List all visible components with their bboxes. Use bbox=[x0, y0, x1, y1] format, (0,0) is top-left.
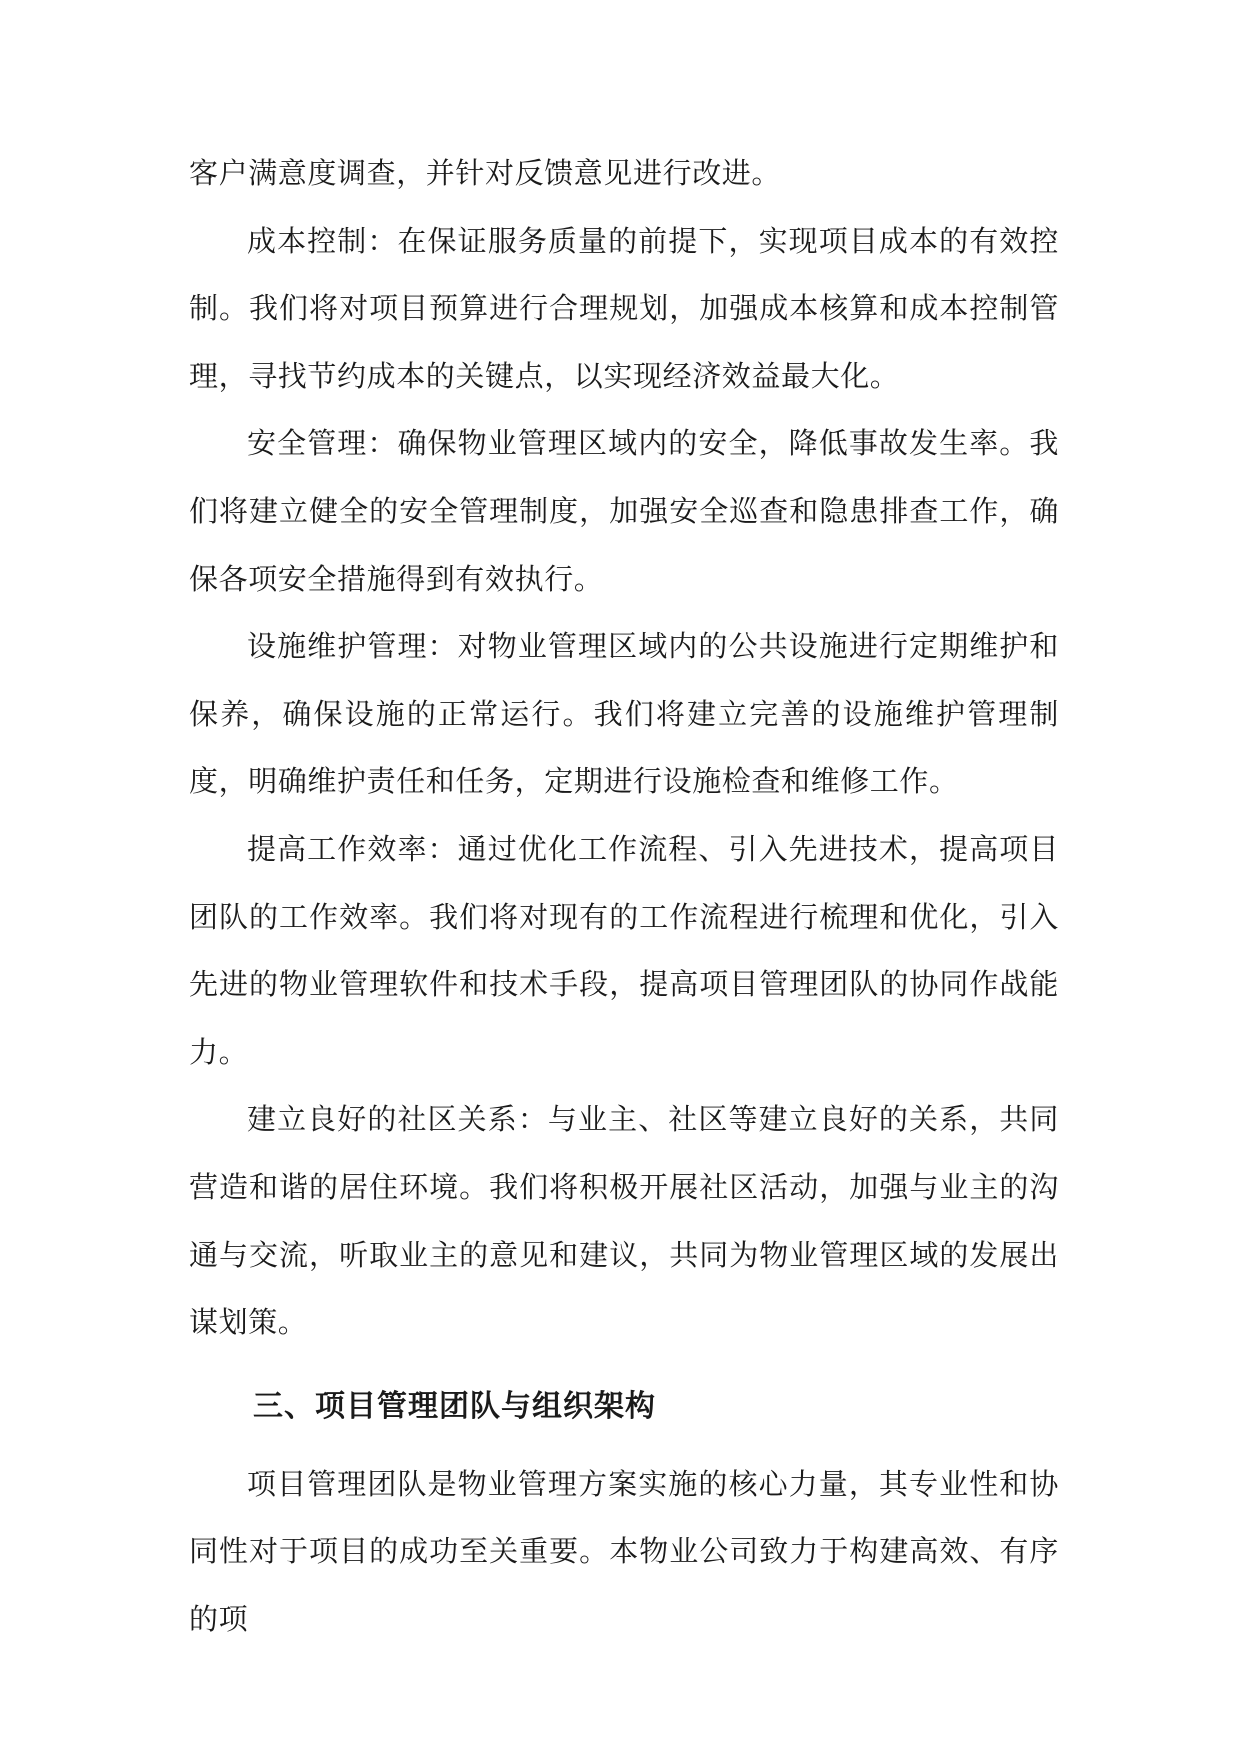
paragraph-cost-control: 成本控制：在保证服务质量的前提下，实现项目成本的有效控制。我们将对项目预算进行合理规划，加强成本核算和成本控制管理，寻找节约成本的关键点，以实现经济效益最大化。 bbox=[189, 223, 1059, 393]
section-heading: 三、项目管理团队与组织架构 bbox=[253, 1388, 656, 1424]
paragraph-safety-management: 安全管理：确保物业管理区域内的安全，降低事故发生率。我们将建立健全的安全管理制度，加强安全巡查和隐患排查工作，确保各项安全措施得到有效执行。 bbox=[189, 426, 1059, 596]
paragraph-facility-maintenance: 设施维护管理：对物业管理区域内的公共设施进行定期维护和保养，确保设施的正常运行。我们将建立完善的设施维护管理制度，明确维护责任和任务，定期进行设施检查和维修工作。 bbox=[189, 629, 1059, 799]
paragraph-continuation: 客户满意度调查，并针对反馈意见进行改进。 bbox=[189, 156, 782, 190]
paragraph-work-efficiency: 提高工作效率：通过优化工作流程、引入先进技术，提高项目团队的工作效率。我们将对现有的工作流程进行梳理和优化，引入先进的物业管理软件和技术手段，提高项目管理团队的协同作战能力。 bbox=[189, 831, 1059, 1069]
paragraph-community-relations: 建立良好的社区关系：与业主、社区等建立良好的关系，共同营造和谐的居住环境。我们将积极开展社区活动，加强与业主的沟通与交流，听取业主的意见和建议，共同为物业管理区域的发展出谋划策。 bbox=[189, 1102, 1059, 1340]
document-body bbox=[189, 140, 1059, 1653]
paragraph-team-intro: 项目管理团队是物业管理方案实施的核心力量，其专业性和协同性对于项目的成功至关重要。本物业公司致力于构建高效、有序的项 bbox=[189, 1466, 1059, 1636]
